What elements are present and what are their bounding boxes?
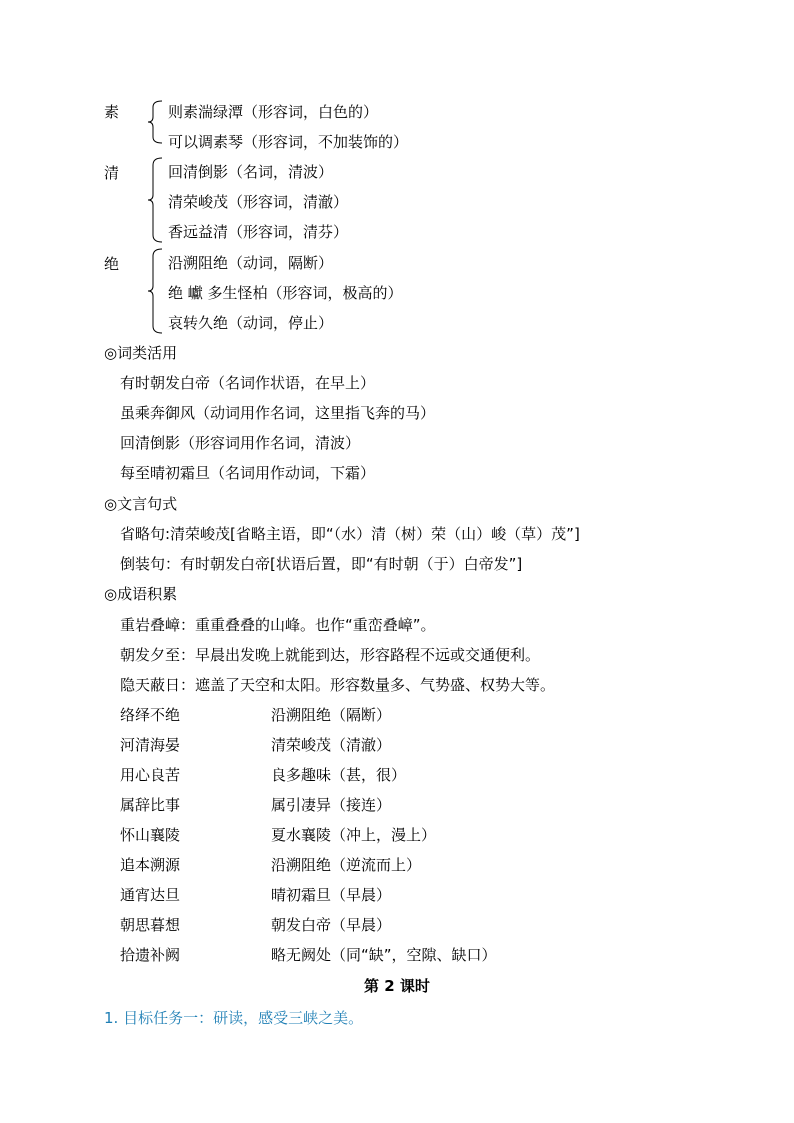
idiom: 通宵达旦 bbox=[120, 886, 181, 904]
list-item: 倒装句：有时朝发白帝[状语后置，即“有时朝（于）白帝发”] bbox=[120, 555, 523, 573]
goal-heading: 1. 目标任务一：研读，感受三峡之美。 bbox=[104, 1009, 364, 1027]
section-title: ◎成语积累 bbox=[104, 585, 178, 603]
polysemy-item: 回清倒影（名词，清波） bbox=[168, 163, 334, 181]
list-item: 虽乘奔御风（动词用作名词，这里指飞奔的马） bbox=[120, 404, 436, 422]
list-item: 有时朝发白帝（名词作状语，在早上） bbox=[120, 374, 376, 392]
polysemy-item: 绝 巘 多生怪柏（形容词，极高的） bbox=[168, 284, 403, 302]
polysemy-item: 沿溯阻绝（动词，隔断） bbox=[168, 254, 334, 272]
polysemy-item: 则素湍绿潭（形容词，白色的） bbox=[168, 103, 379, 121]
polysemy-item: 清荣峻茂（形容词，清澈） bbox=[168, 193, 349, 211]
idiom: 怀山襄陵 bbox=[120, 826, 181, 844]
idiom-source: 良多趣味（甚，很） bbox=[271, 766, 407, 784]
polysemy-char: 素 bbox=[104, 103, 120, 121]
brace-bracket bbox=[144, 157, 166, 243]
idiom-source: 清荣峻茂（清澈） bbox=[271, 736, 392, 754]
polysemy-item: 可以调素琴（形容词，不加装饰的） bbox=[168, 133, 409, 151]
list-item: 重岩叠嶂：重重叠叠的山峰。也作“重峦叠嶂”。 bbox=[120, 616, 436, 634]
idiom: 拾遗补阙 bbox=[120, 946, 181, 964]
idiom: 朝思暮想 bbox=[120, 916, 181, 934]
polysemy-item: 哀转久绝（动词，停止） bbox=[168, 314, 334, 332]
idiom-source: 略无阙处（同“缺”，空隙、缺口） bbox=[271, 946, 497, 964]
list-item: 隐天蔽日：遮盖了天空和太阳。形容数量多、气势盛、权势大等。 bbox=[120, 676, 556, 694]
lesson-title: 第 2 课时 bbox=[364, 977, 430, 995]
polysemy-char: 清 bbox=[104, 164, 120, 182]
idiom-source: 属引凄异（接连） bbox=[271, 796, 392, 814]
list-item: 朝发夕至：早晨出发晚上就能到达，形容路程不远或交通便利。 bbox=[120, 646, 541, 664]
list-item: 省略句:清荣峻茂[省略主语，即“（水）清（树）荣（山）峻（草）茂”] bbox=[120, 525, 580, 543]
idiom-source: 沿溯阻绝（逆流而上） bbox=[271, 856, 422, 874]
idiom-source: 晴初霜旦（早晨） bbox=[271, 886, 392, 904]
idiom: 络绎不绝 bbox=[120, 706, 181, 724]
idiom-source: 朝发白帝（早晨） bbox=[271, 916, 392, 934]
brace-bracket bbox=[144, 100, 166, 144]
idiom: 河清海晏 bbox=[120, 736, 181, 754]
polysemy-item: 香远益清（形容词，清芬） bbox=[168, 223, 349, 241]
list-item: 回清倒影（形容词用作名词，清波） bbox=[120, 434, 361, 452]
idiom-source: 沿溯阻绝（隔断） bbox=[271, 706, 392, 724]
section-title: ◎词类活用 bbox=[104, 344, 178, 362]
idiom-source: 夏水襄陵（冲上，漫上） bbox=[271, 826, 437, 844]
polysemy-char: 绝 bbox=[104, 255, 120, 273]
idiom: 属辞比事 bbox=[120, 796, 181, 814]
list-item: 每至晴初霜旦（名词用作动词，下霜） bbox=[120, 464, 376, 482]
brace-bracket bbox=[144, 248, 166, 334]
idiom: 追本溯源 bbox=[120, 856, 181, 874]
section-title: ◎文言句式 bbox=[104, 495, 178, 513]
idiom: 用心良苦 bbox=[120, 766, 181, 784]
